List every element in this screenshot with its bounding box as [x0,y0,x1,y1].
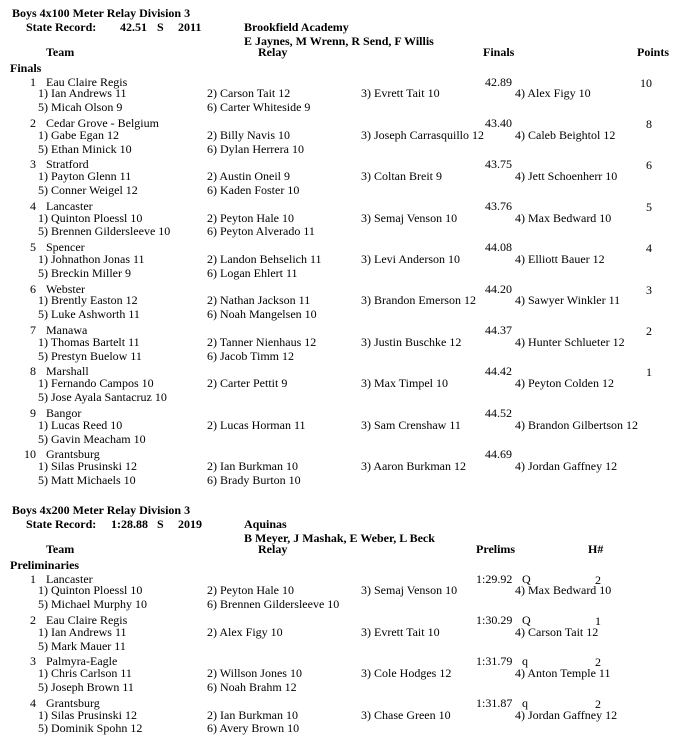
entry-qualifier: q [522,695,528,710]
runner: 6) Carter Whiteside 9 [207,100,311,115]
runner: 6) Noah Mangelsen 10 [207,307,317,322]
runner: 1) Quinton Ploessl 10 [38,583,143,598]
record-time: 1:28.88 [111,516,148,531]
runner: 1) Ian Andrews 11 [38,86,127,101]
runner: 4) Caleb Beightol 12 [515,127,616,142]
runner: 1) Chris Carlson 11 [38,666,132,681]
entry-points: 1 [646,365,652,380]
entry-points: 8 [646,116,652,131]
entry-team: Bangor [46,405,82,420]
runner: 2) Carter Pettit 9 [207,376,288,391]
entry-result: 43.76 [485,198,512,213]
entry-team: Manawa [46,323,88,338]
runner: 5) Micah Olson 9 [38,100,123,115]
runner: 5) Dominik Spohn 12 [38,721,143,736]
entry-team: Lancaster [46,571,93,586]
runner: 1) Silas Prusinski 12 [38,459,138,474]
runner: 6) Jacob Timm 12 [207,348,295,363]
runner: 2) Alex Figy 10 [207,624,283,639]
runner: 1) Payton Glenn 11 [38,169,132,184]
runner: 5) Breckin Miller 9 [38,265,131,280]
runner: 4) Anton Temple 11 [515,666,611,681]
runner: 6) Kaden Foster 10 [207,183,300,198]
entry-place: 4 [30,198,36,213]
runner: 3) Levi Anderson 10 [361,252,460,266]
entry-result: 44.37 [485,323,512,338]
runner: 5) Matt Michaels 10 [38,473,136,487]
runner: 3) Sam Crenshaw 11 [361,417,461,432]
runner: 3) Joseph Carrasquillo 12 [361,127,484,142]
entry-result: 44.69 [485,447,512,462]
runner: 5) Jose Ayala Santacruz 10 [38,390,167,405]
entry-team: Lancaster [46,198,93,213]
runner: 1) Fernando Campos 10 [38,376,154,391]
runner: 1) Thomas Bartelt 11 [38,334,140,349]
record-label: State Record: [26,19,97,34]
entry-team: Cedar Grove - Belgium [46,115,159,130]
runner: 4) Max Bedward 10 [515,583,612,598]
runner: 4) Jett Schoenherr 10 [515,169,618,184]
record-runners: E Jaynes, M Wrenn, R Send, F Willis [244,33,434,48]
runner: 4) Peyton Colden 12 [515,376,614,391]
runner: 6) Noah Brahm 12 [207,680,297,695]
record-type: S [157,516,164,531]
entry-team: Grantsburg [46,695,100,710]
runner: 4) Hunter Schlueter 12 [515,334,625,349]
runner: 2) Ian Burkman 10 [207,707,298,722]
runner: 2) Peyton Hale 10 [207,210,294,225]
runner: 2) Nathan Jackson 11 [207,293,311,308]
runner: 4) Brandon Gilbertson 12 [515,417,638,432]
entry-team: Stratford [46,157,89,172]
entry-team: Grantsburg [46,447,100,462]
col-extra-header: H# [588,541,604,556]
runner: 5) Prestyn Buelow 11 [38,348,142,363]
runner: 2) Tanner Nienhaus 12 [207,334,317,349]
entry-place: 4 [30,695,36,710]
entry-team: Palmyra-Eagle [46,654,118,669]
runner: 6) Logan Ehlert 11 [207,265,298,280]
entry-result: 44.42 [485,364,512,379]
record-runners: B Meyer, J Mashak, E Weber, L Beck [244,530,435,545]
record-year: 2011 [178,19,202,34]
entry-place: 8 [30,364,36,379]
entry-result: 44.08 [485,240,512,255]
entry-result: 44.52 [485,405,512,420]
runner: 2) Lucas Horman 11 [207,417,306,432]
runner: 5) Conner Weigel 12 [38,183,138,198]
record-year: 2019 [178,516,202,531]
runner: 5) Joseph Brown 11 [38,680,134,695]
runner: 4) Sawyer Winkler 11 [515,293,621,308]
runner: 5) Mark Mauer 11 [38,638,126,653]
runner: 3) Brandon Emerson 12 [361,293,476,308]
entry-place: 9 [30,405,36,420]
entry-heat: 2 [595,572,601,587]
entry-place: 5 [30,240,36,255]
col-team-header: Team [46,541,75,556]
runner: 3) Coltan Breit 9 [361,169,442,184]
runner: 4) Jordan Gaffney 12 [515,459,618,474]
runner: 6) Avery Brown 10 [207,721,300,736]
entry-place: 1 [30,571,36,586]
runner: 3) Aaron Burkman 12 [361,459,466,474]
entry-team: Marshall [46,364,89,379]
entry-place: 10 [24,447,36,462]
runner: 1) Quinton Ploessl 10 [38,210,143,225]
runner: 1) Brently Easton 12 [38,293,138,308]
entry-qualifier: q [522,654,528,669]
runner: 1) Ian Andrews 11 [38,624,127,639]
record-type: S [157,19,164,34]
entry-result: 43.75 [485,157,512,172]
entry-result: 42.89 [485,74,512,89]
runner: 2) Ian Burkman 10 [207,459,298,474]
runner: 1) Silas Prusinski 12 [38,707,138,722]
runner: 2) Landon Behselich 11 [207,252,322,266]
runner: 3) Chase Green 10 [361,707,451,722]
entry-points: 4 [646,241,652,256]
entry-place: 6 [30,281,36,296]
runner: 3) Justin Buschke 12 [361,334,462,349]
runner: 1) Gabe Egan 12 [38,127,119,142]
entry-heat: 2 [595,655,601,670]
runner: 2) Carson Tait 12 [207,86,291,101]
runner: 3) Cole Hodges 12 [361,666,452,681]
entry-result: 1:31.87 [476,695,513,710]
runner: 6) Brennen Gildersleeve 10 [207,597,340,612]
runner: 3) Evrett Tait 10 [361,624,440,639]
entry-heat: 1 [595,613,601,628]
entry-result: 1:31.79 [476,654,513,669]
entry-points: 10 [640,75,652,90]
runner: 2) Austin Oneil 9 [207,169,290,184]
runner: 4) Elliott Bauer 12 [515,252,605,266]
record-label: State Record: [26,516,97,531]
col-team-header: Team [46,44,75,59]
runner: 3) Semaj Venson 10 [361,583,458,598]
runner: 1) Lucas Reed 10 [38,417,123,432]
runner: 3) Max Timpel 10 [361,376,449,391]
runner: 5) Michael Murphy 10 [38,597,147,612]
runner: 6) Peyton Alverado 11 [207,224,315,239]
event-title: Boys 4x200 Meter Relay Division 3 [12,503,191,517]
runner: 3) Semaj Venson 10 [361,210,458,225]
col-relay-header: Relay [258,44,288,59]
runner: 2) Peyton Hale 10 [207,583,294,598]
runner: 5) Gavin Meacham 10 [38,431,146,446]
entry-place: 7 [30,323,36,338]
record-team: Brookfield Academy [244,19,349,34]
runner: 2) Billy Navis 10 [207,127,290,142]
entry-qualifier: Q [522,612,531,627]
entry-team: Eau Claire Regis [46,74,128,89]
record-time: 42.51 [120,19,147,34]
runner: 4) Carson Tait 12 [515,624,599,639]
runner: 4) Alex Figy 10 [515,86,591,101]
section-label: Preliminaries [10,557,80,572]
entry-team: Spencer [46,240,85,255]
entry-place: 3 [30,157,36,172]
entry-team: Eau Claire Regis [46,612,128,627]
record-team: Aquinas [244,516,287,531]
entry-points: 6 [646,158,652,173]
entry-points: 3 [646,282,652,297]
runner: 1) Johnathon Jonas 11 [38,252,145,266]
entry-place: 2 [30,612,36,627]
runner: 6) Brady Burton 10 [207,473,301,487]
col-result-header: Prelims [476,541,516,556]
event-title: Boys 4x100 Meter Relay Division 3 [12,6,191,20]
entry-points: 5 [646,199,652,214]
entry-place: 1 [30,74,36,89]
entry-result: 43.40 [485,115,512,130]
col-result-header: Finals [483,44,515,59]
entry-place: 3 [30,654,36,669]
entry-place: 2 [30,115,36,130]
entry-result: 1:29.92 [476,571,513,586]
entry-qualifier: Q [522,571,531,586]
runner: 3) Evrett Tait 10 [361,86,440,101]
runner: 5) Brennen Gildersleeve 10 [38,224,171,239]
col-relay-header: Relay [258,541,288,556]
entry-result: 44.20 [485,281,512,296]
runner: 5) Luke Ashworth 11 [38,307,140,322]
runner: 6) Dylan Herrera 10 [207,141,304,156]
col-extra-header: Points [637,44,670,59]
runner: 2) Willson Jones 10 [207,666,302,681]
entry-result: 1:30.29 [476,612,513,627]
entry-team: Webster [46,281,86,296]
entry-heat: 2 [595,696,601,711]
runner: 4) Max Bedward 10 [515,210,612,225]
runner: 5) Ethan Minick 10 [38,141,132,156]
section-label: Finals [10,60,42,75]
runner: 4) Jordan Gaffney 12 [515,707,618,722]
entry-points: 2 [646,324,652,339]
